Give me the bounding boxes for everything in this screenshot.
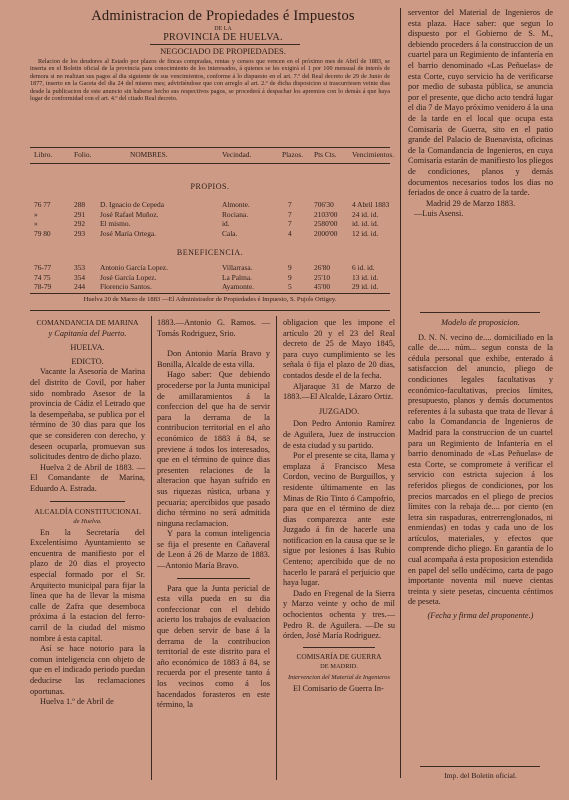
intro-notice: Relacion de los deudores al Estado por plazos de fincas compradas, rentas y censos que vencen en el próximo mes de Abril de 1883, se inserta en el Boletin oficial de la provincia para conocimiento de los interesados, á quienes se les exigirá el 1 por 100 mensual de interés de demora si no realizan sus pagos al dia siguiente de sus vencimientos, conforme á lo dispuesto en el art. 7.º del Real decreto de 29 de Junio de 1877, inserto en la Gaceta del dia 24 del mismo mes; advirtiéndose que con arreglo al art. 2.º de dicha disposicion si trascurriesen veinte dias desde la publicacion de este anuncio sin haberse hecho sus respectivos pagos, se procederá á despachar los apremios con lo demás á que haya lugar de conformidad con el art. 4.º del citado Real decreto. xyxy=(30,58,390,103)
ingenieros-notice xyxy=(408,8,553,220)
propios-table xyxy=(30,200,390,240)
table-cell: D. Ignacio de Cepeda xyxy=(100,200,165,209)
table-cell: 5 xyxy=(288,282,292,292)
juzgado-p3: Dado en Fregenal de la Sierra y Marzo veinte y ocho de mil ochocientos ochenta y tres.—Pedro R. de Aguilera. —De su órden, José María Rodriguez. xyxy=(283,588,395,641)
table-footer: Huelva 20 de Marzo de 1883 —El Administrador de Propiedades é Impuesto, S. Pujols Ortigey. xyxy=(83,296,337,303)
beneficencia-table xyxy=(30,263,390,293)
table-cell: Antonio García Lopez. xyxy=(100,263,168,272)
table-cell: José María Ortega. xyxy=(100,228,157,238)
ingenieros-sign: —Luis Asensi. xyxy=(414,209,464,219)
edicto-date: Huelva 2 de Abril de 1883. —El Comandante de Marina, Eduardo A. Estrada. xyxy=(30,462,145,493)
alcaldia-text: En la Secretaría del Excelentísimo Ayuntamiento se encuentra de manifiesto por el plazo de 20 dias el proyecto especial formado por el Sr. Arquitecto municipal para fijar la línea que ha de llevar la misma calle de Zafra que desemboca próxima á la estacion del ferro-carril de la ciudad del mismo nombre á esta capital. xyxy=(30,527,145,643)
table-cell: id. xyxy=(222,219,230,229)
col2-top: 1883.—Antonio G. Ramos. —Tomás Rodriguez, Srio. xyxy=(157,318,270,338)
table-cell: » xyxy=(34,209,38,219)
table-cell: José Rafael Muñoz. xyxy=(100,209,159,219)
edicto-title: EDICTO. xyxy=(71,356,104,366)
table-top-rule xyxy=(30,147,390,148)
table-cell: Villarrasa. xyxy=(222,263,253,272)
marina-subtitle: y Capitanía del Puerto. xyxy=(48,328,127,338)
col2-p2: Hago saber: Que debiendo procederse por la Junta municipal de amillaramientos á la confeccion del que ha de servir para la derrama de la contribucion territorial en el año económico de 1883 á 84, se previene á todos los interesados, que en el término de quince dias presenten relaciones de la alteracion que hayan sufrido en sus riquezas rústica, urbana y pecuaria; apercibidos que pasado dicho término no será admitida ninguna reclamacion. xyxy=(157,370,270,528)
table-cell: 353 xyxy=(74,263,86,272)
table-cell: 354 xyxy=(74,272,86,282)
table-row xyxy=(30,229,390,239)
propios-label: PROPIOS. xyxy=(190,182,230,191)
col-header-vecindad: Vecindad. xyxy=(222,150,252,159)
alcaldia-tail: Huelva 1.º de Abril de xyxy=(40,697,114,707)
table-cell: 45'00 xyxy=(314,282,331,292)
alcaldia-subtitle: de Huelva. xyxy=(73,518,102,526)
table-cell: José García Lopez. xyxy=(100,272,157,282)
table-cell: Florencio Santos. xyxy=(100,282,152,292)
comisaria-sub: DE MADRID. xyxy=(320,663,358,671)
table-cell: 7 xyxy=(288,200,292,209)
beneficencia-label: BENEFICENCIA. xyxy=(176,248,244,257)
table-cell: 2000'00 xyxy=(314,228,338,238)
table-cell: 2103'00 xyxy=(314,209,338,219)
marina-place: HUELVA. xyxy=(70,343,105,353)
column-divider-1 xyxy=(151,316,152,780)
edicto-text: Vacante la Asesoría de Marina del distrito de Covil, por haber sido nombrado Asesor de la provincia de Cádiz el Letrado que la desempeñaba, se publica por el término de 30 dias para que los que se consideren con derecho, y deseen ocuparla, promuevan sus solicitudes dentro de dicho plazo. xyxy=(30,367,145,462)
col-header-folio: Folio. xyxy=(74,150,92,159)
table-cell: 291 xyxy=(74,209,86,219)
ingenieros-text: serventor del Material de Ingenieros de esta plaza. Hace saber: que segun lo dispuesto por el Gobierno de S. M., debiendo proceders á la construccion de un cuartel para un Regimiento de infantería en el barrio denominado «Las Peñuelas» de esta Corte, cuyo servicio ha de verificarse por medio de subasta pública, se anuncia por el presente, que dicho acto tendrá lugar el dia 7 de Mayo próximo venidero á la una de la tarde en el local que ocupa esta Comisaría de Guerra, sito en el patio grande del Palacio de Buenavista, oficinas de la Comandancia de Ingenieros, en cuya Comisaría estarán de manifiesto los pliegos de condiciones, planos y demás documentos necesarios todos los dias no feriados de once á cuatro de la tarde. xyxy=(408,8,553,198)
table-cell: 76 77 xyxy=(34,200,51,209)
province-title: PROVINCIA DE HUELVA. xyxy=(163,32,283,43)
right-column-divider xyxy=(400,8,401,778)
header-rule xyxy=(150,44,300,45)
table-cell: 24 id. id. xyxy=(352,209,379,219)
imprenta: Imp. del Boletin oficial. xyxy=(444,771,517,780)
table-cell: Ayamonte. xyxy=(222,282,254,292)
table-cell: 293 xyxy=(74,228,86,238)
page-title: Administracion de Propiedades é Impuestos xyxy=(91,8,355,24)
table-cell: id. id. id. xyxy=(352,219,379,229)
section-title: NEGOCIADO DE PROPIEDADES. xyxy=(160,46,286,56)
table-row xyxy=(30,219,390,229)
table-cell: 26'80 xyxy=(314,263,331,272)
table-header-rule xyxy=(30,163,390,164)
table-cell: 29 id. id. xyxy=(352,282,379,292)
col3-top: obligacion que les impone el artículo 20 y el 23 del Real decreto de 25 de Mayo 1845, para cuyo cumplimiento se les señala ó fija el plazo de 20 dias, contados desde el de la fecha. xyxy=(283,318,395,380)
title-de-la: DE LA xyxy=(214,26,232,32)
col-header-plazos: Plazos. xyxy=(282,150,304,159)
col2-p4: Para que la Junta pericial de esta villa pueda en su dia confeccionar con el debido acierto los trabajos de evaluacion que deben servir de base á la derrama de la contribucion territorial de este distrito para el año económico de 1883 á 84, se recuerda por el presente tanto á los vecinos como á los hacendados forasteros en este término, la xyxy=(157,583,270,710)
column-3 xyxy=(283,318,395,694)
table-cell: 288 xyxy=(74,200,86,209)
table-cell: 7 xyxy=(288,219,292,229)
alcaldia-title: ALCALDÍA CONSTITUCIONAL xyxy=(34,506,141,516)
juzgado-p2: Por el presente se cita, llama y emplaza á Francisco Mesa Cordon, vecino de Burguillos, y residente últimamente en las Minas de Rio Tinto ó Campofrio, para que en el término de diez dias comparezca ante este Juzgado á fin de hacerle una notificacion en la causa que se le sigue por lesiones á Isas Rubio Centeno; apercibido que de no hacerlo le parará el perjuicio que haya lugar. xyxy=(283,451,395,588)
table-header xyxy=(30,150,395,162)
col2-p3: Y para la comun inteligencia se fija el presente en Cañaveral de Leon á 26 de Marzo de 1883.—Antonio María Bravo. xyxy=(157,529,270,571)
comisaria-tail: El Comisario de Guerra In- xyxy=(293,683,384,693)
modelo-title: Modelo de proposicion. xyxy=(441,318,520,327)
table-row xyxy=(30,282,390,292)
alcaldia-text-2: Así se hace notorio para la comun inteligencia con objeto de que en el indicado periodo puedan deducirse las reclamaciones oportunas. xyxy=(30,644,145,696)
table-cell: 706'30 xyxy=(314,200,334,209)
table-bottom-rule xyxy=(30,293,390,294)
table-cell: 12 id. id. xyxy=(352,228,379,238)
table-cell: Rociana. xyxy=(222,209,249,219)
modelo-rule xyxy=(420,312,540,313)
table-cell: 4 xyxy=(288,228,292,238)
table-cell: La Palma. xyxy=(222,272,252,282)
table-cell: Cala. xyxy=(222,228,238,238)
table-cell: 2580'00 xyxy=(314,219,338,229)
table-cell: 4 Abril 1883 xyxy=(352,200,390,209)
table-cell: Almonte. xyxy=(222,200,250,209)
table-cell: 7 xyxy=(288,209,292,219)
imprenta-rule xyxy=(420,766,540,767)
table-cell: 9 xyxy=(288,272,292,282)
col-header-nombres: NOMBRES. xyxy=(130,150,168,159)
table-cell: 74 75 xyxy=(34,272,51,282)
table-row xyxy=(30,200,390,210)
table-cell: 79 80 xyxy=(34,228,51,238)
table-cell: 9 xyxy=(288,263,292,272)
table-cell: 244 xyxy=(74,282,86,292)
juzgado-title: JUZGADO. xyxy=(318,406,360,416)
col-header-vencimientos: Vencimientos. xyxy=(352,150,395,159)
col-header-libro: Libro. xyxy=(34,150,53,159)
table-cell: » xyxy=(34,219,38,229)
column-1 xyxy=(30,318,145,708)
col2-p1: Don Antonio María Bravo y Bonilla, Alcalde de esta villa. xyxy=(157,349,270,369)
table-cell: 25'10 xyxy=(314,272,331,282)
table-cell: 292 xyxy=(74,219,86,229)
modelo-section xyxy=(408,318,553,622)
table-cell: 13 id. id. xyxy=(352,272,379,282)
juzgado-p1: Don Pedro Antonio Ramírez de Aguilera, Juez de instruccion de esta ciudad y su partido. xyxy=(283,419,395,450)
modelo-text: D. N. N. vecino de.... domiciliado en la calle de...... núm... segun consta de la cédula personal que exhibe, enterado á satisfaccion del anuncio, pliego de condiciones legales facultativas y económico-facultativas, precios límites, presupuesto, planos y demás documentos referentes á la subasta que trata de llevar á cabo la Comandancia de Ingenieros de Madrid para la construccion de un cuartel para un Regimiento de Infantería en el barrio denominado de «Las Peñuelas» de esta Corte, se compromete á verificar el servicio con estricta sujecion á los referidos pliegos de condiciones, por los precios marcados en el pliego de precios límites con la rebaja de.... por ciento (en letra sin raspaduras, entrerrenglonados, ni enmiendas) en todas y cada uno de los artículos, materiales, y efectos que comprende dicho pliego. En garantía de lo cual acompaña á esta proposicion estendida en papel del sello undécimo, carta de pago importante noventa mil nueve cientas treinta y siete pesetas, cincuenta céntimos de peseta. xyxy=(408,332,553,607)
col3-date: Aljaraque 31 de Marzo de 1883.—El Alcalde, Lázaro Ortiz. xyxy=(283,381,395,402)
table-cell: El mismo. xyxy=(100,219,131,229)
top-section-rule xyxy=(30,310,390,311)
table-cell: 76-77 xyxy=(34,263,52,272)
col3-rule xyxy=(303,647,375,648)
comisaria-title: COMISARÍA DE GUERRA xyxy=(296,651,382,661)
col1-rule xyxy=(50,501,125,502)
modelo-sign: (Fecha y firma del proponente.) xyxy=(427,611,534,621)
col-header-pts: Pts Cts. xyxy=(314,150,337,159)
column-2 xyxy=(157,318,270,711)
table-row xyxy=(30,263,390,273)
ingenieros-date: Madrid 29 de Marzo 1883. xyxy=(426,198,516,208)
table-cell: 78-79 xyxy=(34,282,52,292)
intervencion: Intervencion del Material de Ingenieros xyxy=(288,674,390,681)
table-cell: 6 id. id. xyxy=(352,263,375,272)
table-row xyxy=(30,210,390,220)
table-row xyxy=(30,273,390,283)
column-divider-2 xyxy=(276,316,277,780)
marina-title: COMANDANCIA DE MARINA xyxy=(36,318,139,327)
col2-rule xyxy=(177,578,250,579)
